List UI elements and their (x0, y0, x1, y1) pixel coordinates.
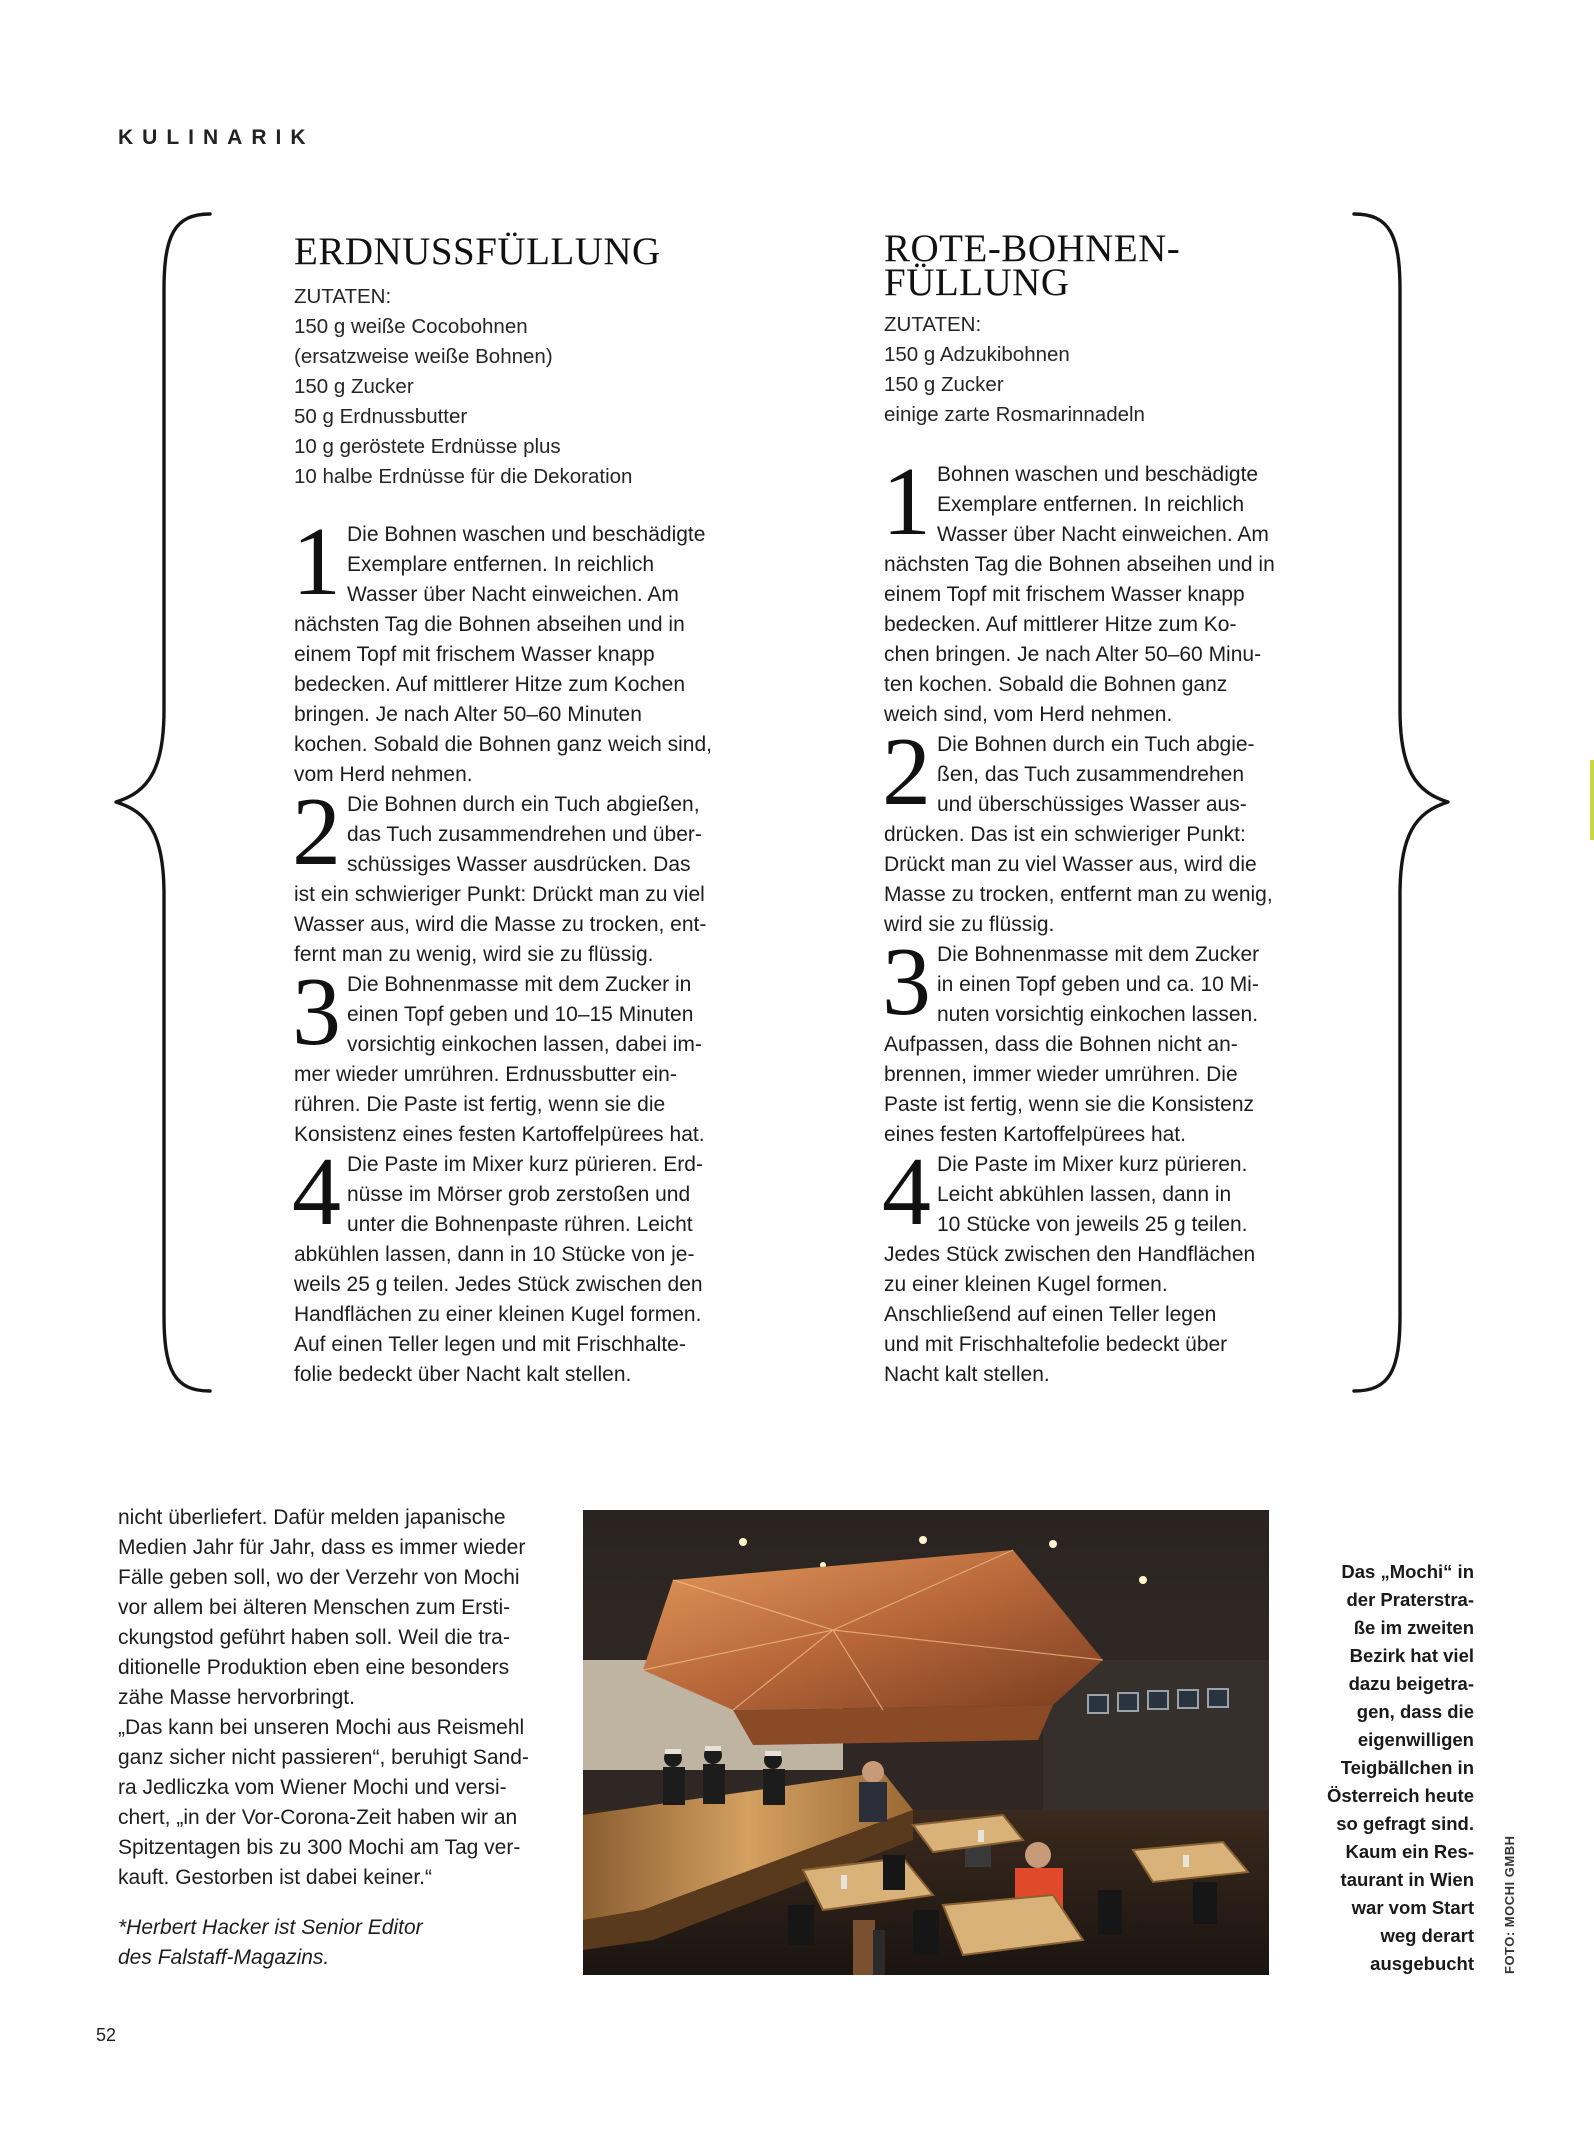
ingredient-item: einige zarte Rosmarinnadeln (884, 403, 1145, 426)
recipe-step (882, 928, 1324, 1150)
article-paragraph: nicht überliefert. Dafür melden japanische Medien Jahr für Jahr, dass es immer wieder Fälle geben soll, wo der Verzehr von Mochi vor allem bei älteren Menschen zum Ersti- ckungstod geführt haben soll. Weil die tra- ditionelle Produktion eben eine besonders zähe Masse hervorbringt. (118, 1506, 526, 1709)
recipe-step (292, 508, 734, 790)
page-number: 52 (96, 2025, 117, 2045)
recipe-peanut-filling (294, 232, 734, 1390)
restaurant-interior-illustration (583, 1510, 1269, 1975)
recipe-step (882, 1138, 1324, 1390)
step-number: 1 (292, 508, 341, 616)
step-number: 2 (882, 718, 931, 826)
recipe-step (292, 778, 734, 970)
step-number: 4 (292, 1138, 341, 1246)
step-number: 3 (292, 958, 341, 1066)
step-text: Die Bohnenmasse mit dem Zucker in einen Topf geben und ca. 10 Mi- nuten vorsichtig einkochen lassen. Aufpassen, dass die Bohnen nicht an- brennen, immer wieder umrühren. Die Paste ist fertig, wenn sie die Konsistenz eines festen Kartoffelpürees hat. (884, 943, 1260, 1146)
ingredient-item: 50 g Erdnussbutter (294, 405, 468, 428)
recipe-step (882, 718, 1324, 940)
photo-caption: Das „Mochi“ in der Praterstra- ße im zweiten Bezirk hat viel dazu beigetra- gen, dass die eigenwilligen Teigbällchen in Österreich heute so gefragt sind. Kaum ein Res- taurant in Wien war vom Start weg derart ausgebucht (1326, 1561, 1474, 1974)
recipe-step (292, 1138, 734, 1390)
recipe-title: ERDNUSSFÜLLUNG (294, 230, 661, 273)
ingredient-item: 10 g geröstete Erdnüsse plus (294, 435, 561, 458)
section-label: KULINARIK (118, 126, 315, 149)
ingredients-heading: ZUTATEN: (294, 285, 392, 308)
step-text: Die Bohnen durch ein Tuch abgie- ßen, das Tuch zusammendrehen und überschüssiges Wasser aus- drücken. Das ist ein schwieriger Punkt: Drückt man zu viel Wasser aus, wird die Masse zu trocken, entfernt man zu wenig, wird sie zu flüssig. (884, 733, 1273, 936)
ingredient-item: 150 g Adzukibohnen (884, 343, 1070, 366)
recipe-step (292, 958, 734, 1150)
page-edge-marker (1590, 760, 1594, 840)
step-list (292, 508, 734, 1390)
left-curly-brace (112, 210, 222, 1395)
ingredient-item: (ersatzweise weiße Bohnen) (294, 345, 553, 368)
step-list (882, 448, 1324, 1390)
ingredient-item: 150 g Zucker (294, 375, 414, 398)
step-text: Bohnen waschen und beschädigte Exemplare entfernen. In reichlich Wasser über Nacht einweichen. Am nächsten Tag die Bohnen abseihen und in einem Topf mit frischem Wasser knapp bedecken. Auf mittlerer Hitze zum Ko- chen bringen. Je nach Alter 50–60 Minu- ten kochen. Sobald die Bohnen ganz weich sind, vom Herd nehmen. (884, 463, 1275, 726)
recipe-title: ROTE-BOHNEN- FÜLLUNG (884, 227, 1181, 304)
restaurant-photo (583, 1510, 1269, 1975)
step-number: 2 (292, 778, 341, 886)
photo-credit: FOTO: MOCHI GMBH (1502, 1835, 1517, 1974)
author-note: *Herbert Hacker ist Senior Editor des Falstaff-Magazins. (118, 1916, 423, 1969)
ingredient-item: 10 halbe Erdnüsse für die Dekoration (294, 465, 633, 488)
ingredient-item: 150 g weiße Cocobohnen (294, 315, 528, 338)
ingredient-item: 150 g Zucker (884, 373, 1004, 396)
step-text: Die Paste im Mixer kurz pürieren. Erd- nüsse im Mörser grob zerstoßen und unter die Bohnenpaste rühren. Leicht abkühlen lassen, dann in 10 Stücke von je- weils 25 g teilen. Jedes Stück zwischen den Handflächen zu einer kleinen Kugel formen. Auf einen Teller legen und mit Frischhalte- folie bedeckt über Nacht kalt stellen. (294, 1153, 703, 1386)
step-text: Die Bohnenmasse mit dem Zucker in einen Topf geben und 10–15 Minuten vorsichtig einkochen lassen, dabei im- mer wieder umrühren. Erdnussbutter ein- rühren. Die Paste ist fertig, wenn sie die Konsistenz eines festen Kartoffelpürees hat. (294, 973, 705, 1146)
step-number: 4 (882, 1138, 931, 1246)
step-text: Die Paste im Mixer kurz pürieren. Leicht abkühlen lassen, dann in 10 Stücke von jeweils 25 g teilen. Jedes Stück zwischen den Handflächen zu einer kleinen Kugel formen. Anschließend auf einen Teller legen und mit Frischhaltefolie bedeckt über Nacht kalt stellen. (884, 1153, 1256, 1386)
ingredient-list (884, 310, 1324, 430)
right-curly-brace (1342, 210, 1452, 1395)
article-body (118, 1503, 558, 1973)
recipe-red-bean-filling (882, 227, 1324, 1390)
step-text: Die Bohnen waschen und beschädigte Exemplare entfernen. In reichlich Wasser über Nacht einweichen. Am nächsten Tag die Bohnen abseihen und in einem Topf mit frischem Wasser knapp bedecken. Auf mittlerer Hitze zum Kochen bringen. Je nach Alter 50–60 Minuten kochen. Sobald die Bohnen ganz weich sind, vom Herd nehmen. (294, 523, 712, 786)
step-number: 3 (882, 928, 931, 1036)
recipe-step (882, 448, 1324, 730)
ingredient-list (294, 282, 734, 492)
ingredients-heading: ZUTATEN: (884, 313, 982, 336)
step-text: Die Bohnen durch ein Tuch abgießen, das Tuch zusammendrehen und über- schüssiges Wasser ausdrücken. Das ist ein schwieriger Punkt: Drückt man zu viel Wasser aus, wird die Masse zu trocken, ent- fernt man zu wenig, wird sie zu flüssig. (294, 793, 707, 966)
article-paragraph: „Das kann bei unseren Mochi aus Reismehl ganz sicher nicht passieren“, beruhigt Sand- ra Jedliczka vom Wiener Mochi und versi- chert, „in der Vor-Corona-Zeit haben wir an Spitzentagen bis zu 300 Mochi am Tag ver- kauft. Gestorben ist dabei keiner.“ (118, 1716, 529, 1889)
step-number: 1 (882, 448, 931, 556)
